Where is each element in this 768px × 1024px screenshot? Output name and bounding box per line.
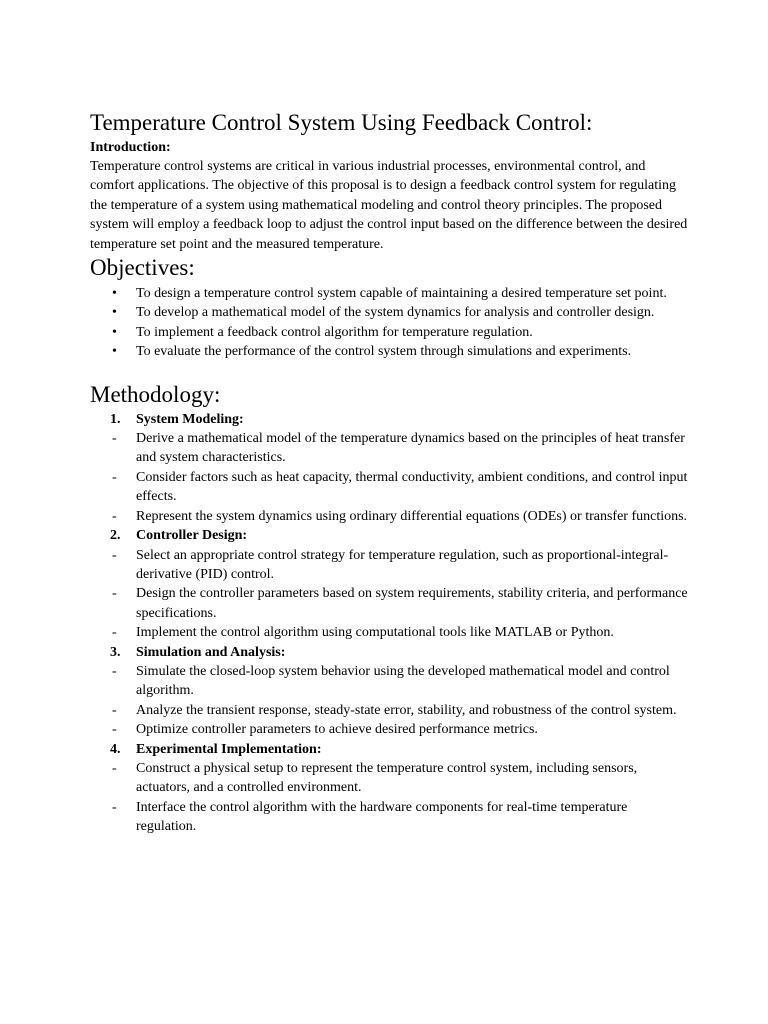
objective-text: To implement a feedback control algorithm for temperature regulation. xyxy=(136,324,533,340)
step-item xyxy=(90,759,690,798)
step-item-text: Interface the control algorithm with the hardware components for real-time temperature regulation. xyxy=(136,799,628,835)
step-item xyxy=(90,701,690,720)
step-item xyxy=(90,584,690,623)
bullet-icon: • xyxy=(112,286,117,302)
document-title: Temperature Control System Using Feedback Control: xyxy=(90,110,593,135)
introduction-paragraph: Temperature control systems are critical in various industrial processes, environmental control, and comfort applications. The objective of this proposal is to design a feedback control system for regulating the temperature of a system using mathematical modeling and control theory principles. The proposed system will employ a feedback loop to adjust the control input based on the difference between the desired temperature set point and the measured temperature. xyxy=(90,159,688,252)
bullet-icon: • xyxy=(112,305,117,321)
step-item-text: Construct a physical setup to represent the temperature control system, including sensors, actuators, and a controlled environment. xyxy=(136,760,638,796)
document-page xyxy=(90,110,690,837)
step-item xyxy=(90,468,690,507)
objective-item xyxy=(90,303,690,322)
step-item xyxy=(90,798,690,837)
step-item xyxy=(90,429,690,468)
step-heading-text: Controller Design: xyxy=(136,528,248,544)
objectives-heading: Objectives: xyxy=(90,255,195,281)
step-heading xyxy=(90,740,690,759)
step-number: 2. xyxy=(110,528,121,544)
step-item-text: Represent the system dynamics using ordinary differential equations (ODEs) or transfer functions. xyxy=(136,508,688,524)
dash-icon: - xyxy=(112,799,117,815)
step-item-text: Analyze the transient response, steady-state error, stability, and robustness of the control system. xyxy=(136,702,677,718)
step-heading-text: Simulation and Analysis: xyxy=(136,644,286,660)
step-heading xyxy=(90,410,690,429)
step-number: 3. xyxy=(110,644,121,660)
objective-item xyxy=(90,342,690,361)
step-number: 1. xyxy=(110,411,121,427)
objective-item xyxy=(90,323,690,342)
step-item xyxy=(90,720,690,739)
dash-icon: - xyxy=(112,469,117,485)
step-item xyxy=(90,623,690,642)
dash-icon: - xyxy=(112,760,117,776)
step-heading-text: System Modeling: xyxy=(136,411,244,427)
step-item-text: Consider factors such as heat capacity, thermal conductivity, ambient conditions, and control input effects. xyxy=(136,469,688,505)
bullet-icon: • xyxy=(112,344,117,360)
introduction-heading: Introduction: xyxy=(90,140,171,155)
dash-icon: - xyxy=(112,508,117,524)
step-item-text: Select an appropriate control strategy for temperature regulation, such as proportional-integral-derivative (PID) control. xyxy=(136,547,669,582)
step-item-text: Implement the control algorithm using computational tools like MATLAB or Python. xyxy=(136,625,614,641)
dash-icon: - xyxy=(112,547,117,563)
objectives-list xyxy=(90,284,690,362)
step-item xyxy=(90,662,690,701)
dash-icon: - xyxy=(112,625,117,641)
bullet-icon: • xyxy=(112,324,117,340)
dash-icon: - xyxy=(112,702,117,718)
methodology-list xyxy=(90,410,690,837)
step-item-text: Derive a mathematical model of the temperature dynamics based on the principles of heat transfer and system characteristics. xyxy=(136,431,685,466)
dash-icon: - xyxy=(112,431,117,447)
dash-icon: - xyxy=(112,722,117,738)
step-item-text: Optimize controller parameters to achieve desired performance metrics. xyxy=(136,722,538,738)
step-item-text: Design the controller parameters based on system requirements, stability criteria, and performance specifications. xyxy=(136,586,688,621)
objective-text: To develop a mathematical model of the system dynamics for analysis and controller design. xyxy=(136,305,655,321)
methodology-heading: Methodology: xyxy=(90,381,221,407)
objective-text: To evaluate the performance of the control system through simulations and experiments. xyxy=(136,344,632,360)
dash-icon: - xyxy=(112,586,117,602)
step-heading-text: Experimental Implementation: xyxy=(136,741,322,757)
objective-text: To design a temperature control system capable of maintaining a desired temperature set point. xyxy=(136,286,667,302)
step-item-text: Simulate the closed-loop system behavior using the developed mathematical model and control algorithm. xyxy=(136,663,670,699)
step-heading xyxy=(90,643,690,662)
step-item xyxy=(90,507,690,526)
step-item xyxy=(90,546,690,585)
objective-item xyxy=(90,284,690,303)
dash-icon: - xyxy=(112,663,117,679)
step-heading xyxy=(90,526,690,545)
step-number: 4. xyxy=(110,741,121,757)
